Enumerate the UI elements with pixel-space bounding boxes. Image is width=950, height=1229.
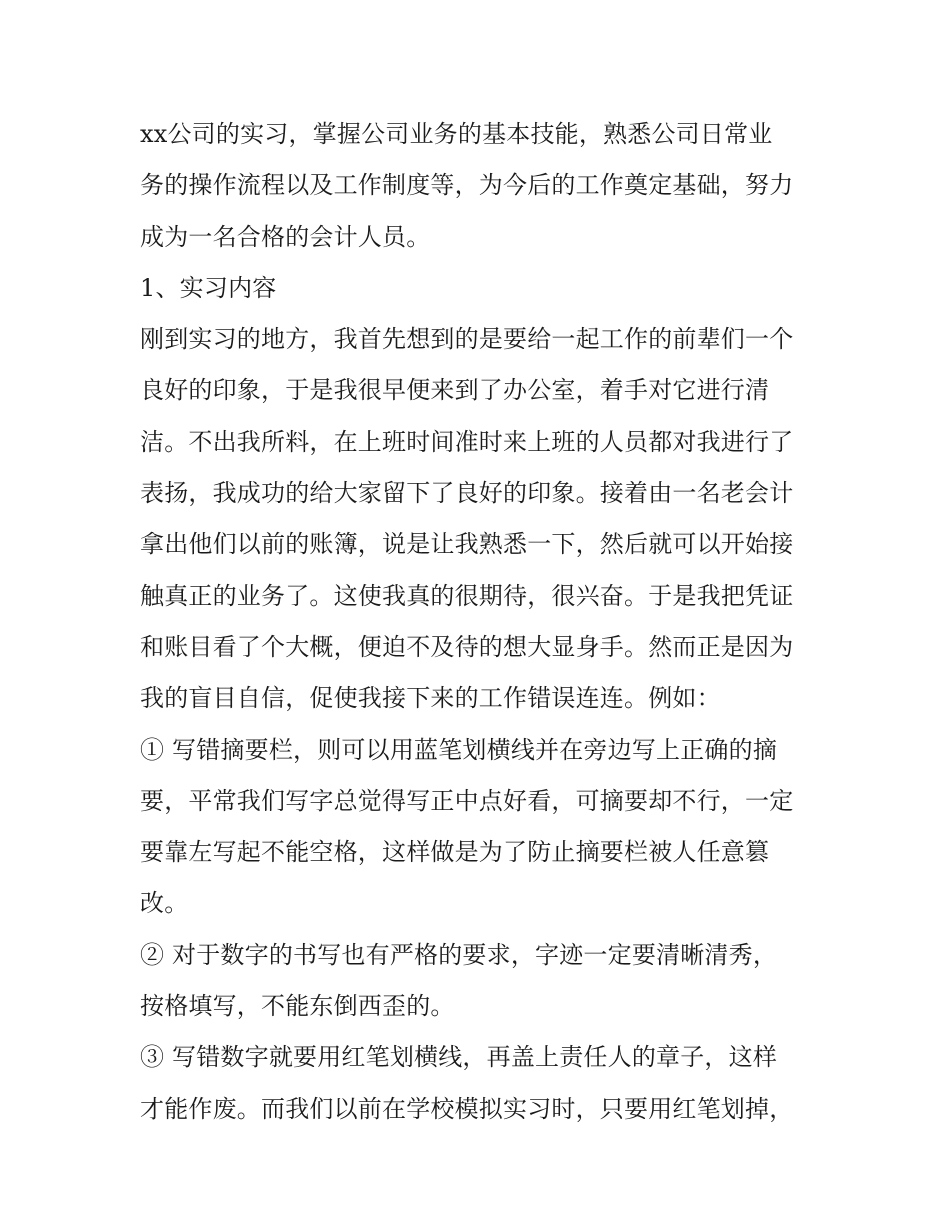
text-line: 成为一名合格的会计人员。 [140,222,431,251]
text-line: 刚到实习的地方，我首先想到的是要给一起工作的前辈们一个 [140,325,794,354]
list-item-line: ② 对于数字的书写也有严格的要求，字迹一定要清晰清秀， [140,940,778,969]
text-line: 良好的印象，于是我很早便来到了办公室，着手对它进行清 [140,376,770,405]
text-line: 表扬，我成功的给大家留下了良好的印象。接着由一名老会计 [140,479,794,508]
text-line: 改。 [140,889,189,918]
text-line: 按格填写，不能东倒西歪的。 [140,992,455,1021]
section-heading: 1、实习内容 [140,273,277,302]
text-line: 要，平常我们写字总觉得写正中点好看，可摘要却不行，一定 [140,786,794,815]
text-line: 拿出他们以前的账簿，说是让我熟悉一下，然后就可以开始接 [140,530,794,559]
text-line: 触真正的业务了。这使我真的很期待，很兴奋。于是我把凭证 [140,581,794,610]
document-body [140,109,820,1135]
text-line: 我的盲目自信，促使我接下来的工作错误连连。例如： [140,684,721,713]
list-item-line: ③ 写错数字就要用红笔划横线，再盖上责任人的章子，这样 [140,1043,778,1072]
text-line: 要靠左写起不能空格，这样做是为了防止摘要栏被人任意篡 [140,838,770,867]
text-line: 务的操作流程以及工作制度等，为今后的工作奠定基础，努力 [140,171,794,200]
text-line: 和账目看了个大概，便迫不及待的想大显身手。然而正是因为 [140,632,794,661]
list-item-line: ① 写错摘要栏，则可以用蓝笔划横线并在旁边写上正确的摘 [140,735,778,764]
text-line: 才能作废。而我们以前在学校模拟实习时，只要用红笔划掉， [140,1094,794,1123]
text-line: xx公司的实习，掌握公司业务的基本技能，熟悉公司日常业 [140,120,773,148]
text-line: 洁。不出我所料，在上班时间准时来上班的人员都对我进行了 [140,427,794,456]
